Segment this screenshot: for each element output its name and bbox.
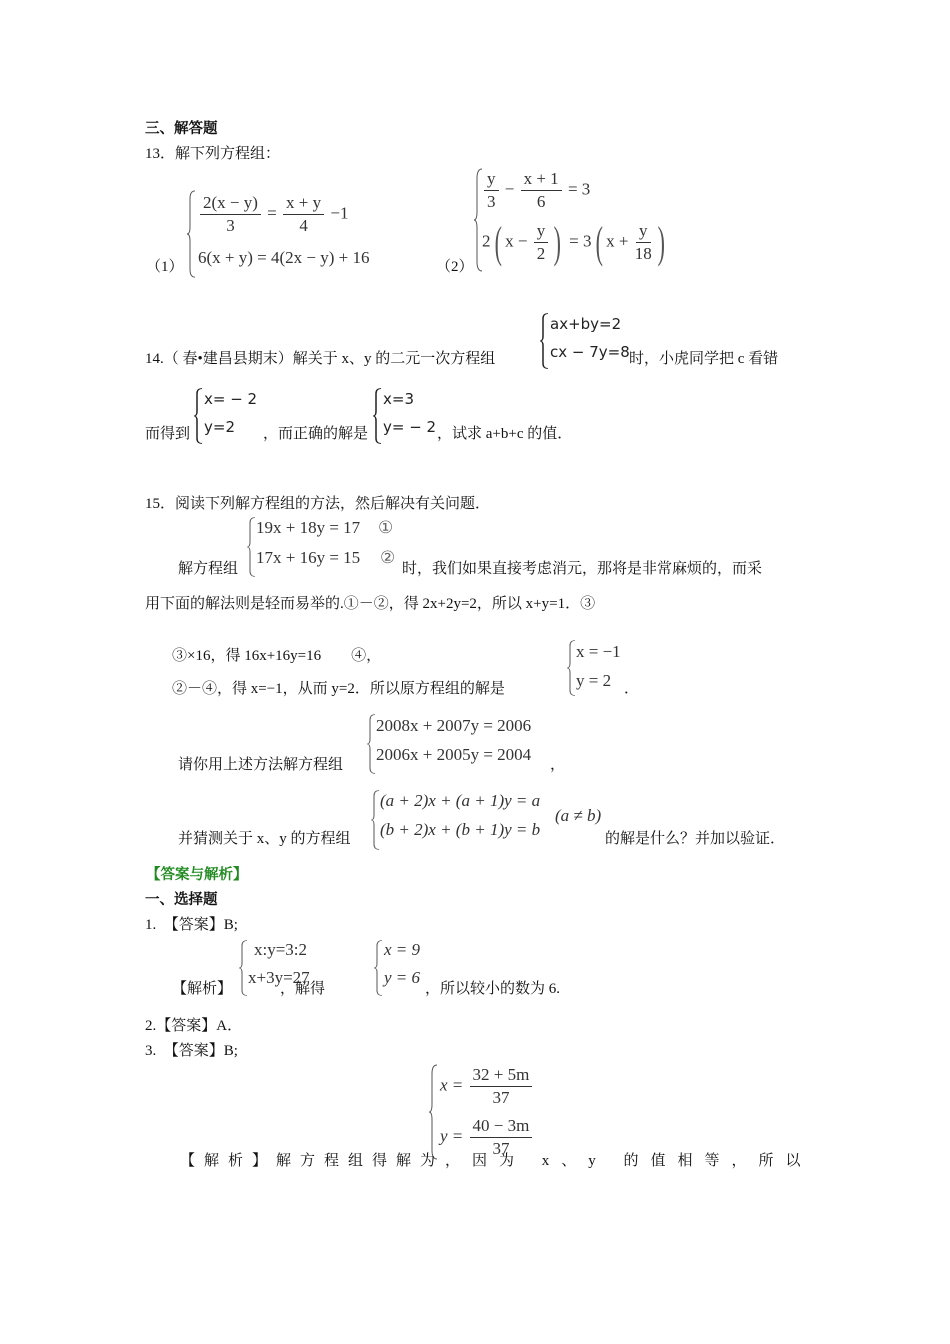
- term: x −: [505, 231, 528, 251]
- q14-line1-pre: 14.（ 春•建昌县期末）解关于 x、y 的二元一次方程组: [145, 351, 496, 367]
- q14-line1-post: 时，小虎同学把 c 看错: [629, 351, 779, 367]
- a3-sol-x: [440, 1064, 534, 1109]
- q15-sys3-line1: (a + 2)x + (a + 1)y = a: [380, 791, 541, 810]
- fraction-denominator: 4: [299, 216, 308, 235]
- fraction-numerator: y: [484, 168, 499, 191]
- q15-p3: ③×16，得 16x+16y=16 ④，: [172, 648, 382, 664]
- brace-icon: [539, 313, 549, 369]
- solution-y: y = 2: [576, 671, 612, 690]
- wrong-solution-x: x= − 2: [204, 390, 258, 408]
- answer-1: 1. 【答案】B;: [145, 917, 238, 933]
- fraction-numerator: x + 1: [521, 168, 562, 191]
- q15-p6: 并猜测关于 x、y 的方程组: [178, 831, 351, 847]
- fraction-denominator: 2: [536, 244, 546, 263]
- q15-p1-b: 时，我们如果直接考虑消元，那将是非常麻烦的，而采: [402, 561, 763, 577]
- brace-icon: [193, 388, 203, 444]
- q15-p4: ②－④，得 x=−1，从而 y=2．所以原方程组的解是: [172, 681, 505, 697]
- q13-eq1-line2: 6(x + y) = 4(2x − y) + 16: [198, 248, 370, 267]
- tail: = 3: [567, 179, 591, 199]
- fraction-numerator: y: [534, 220, 549, 243]
- q15-sys1-line2: 17x + 16y = 15: [256, 548, 361, 567]
- q15-sys3-line2: (b + 2)x + (b + 1)y = b: [380, 820, 541, 839]
- q13-label-1: （1）: [146, 259, 184, 275]
- brace-icon: [238, 940, 248, 996]
- q14-line2-b: ，而正确的解是: [263, 426, 369, 442]
- a1-mid: ，解得: [280, 981, 326, 997]
- answer-1-explanation-label: 【解析】: [172, 981, 233, 997]
- q14-line2-c: ，试求 a+b+c 的值．: [437, 426, 573, 442]
- q14-line2-a: 而得到: [145, 426, 191, 442]
- answer-3: 3. 【答案】B;: [145, 1043, 238, 1059]
- brace-icon: [566, 640, 576, 696]
- q15-sys2-line1: 2008x + 2007y = 2006: [376, 716, 532, 735]
- fraction-numerator: 32 + 5m: [470, 1064, 533, 1087]
- fraction-denominator: 37: [492, 1139, 510, 1158]
- q15-p5-end: ，: [550, 757, 566, 773]
- q14-sys-line2: cx − 7y=8: [550, 343, 630, 361]
- q15-p5: 请你用上述方法解方程组: [178, 757, 344, 773]
- q15-stem: 15．阅读下列解方程组的方法，然后解决有关问题．: [145, 496, 491, 512]
- equals: =: [267, 203, 277, 223]
- q15-sys1-line1: 19x + 18y = 17: [256, 518, 361, 537]
- a1-end: ，所以较小的数为 6.: [425, 981, 561, 997]
- a1-sol-x: x = 9: [384, 940, 421, 959]
- tail: −1: [330, 203, 349, 223]
- minus: −: [504, 179, 515, 199]
- fraction-numerator: 2(x − y): [200, 192, 261, 215]
- brace-icon: [373, 940, 383, 996]
- a3-explanation: 【解析】解方程组得解为: [180, 1153, 445, 1169]
- a1-sys-line1: x:y=3:2: [254, 940, 308, 959]
- fraction-denominator: 3: [487, 192, 496, 211]
- q13-eq2-line1: [482, 168, 590, 213]
- fraction-denominator: 3: [226, 216, 235, 235]
- answer-2: 2.【答案】A．: [145, 1018, 243, 1034]
- fraction-denominator: 18: [634, 244, 652, 263]
- solution-x: x = −1: [576, 642, 621, 661]
- fraction-numerator: y: [636, 220, 651, 243]
- right-solution-x: x=3: [383, 390, 414, 408]
- q13-eq2-line2: 2( x − $\frac{y}{2}$ ) = 3( x + $\frac{y}{18}$ ): [482, 217, 665, 267]
- equals: = 3: [569, 231, 592, 251]
- q13-eq1-line1: [198, 192, 348, 237]
- q15-sys2-line2: 2006x + 2005y = 2004: [376, 745, 532, 764]
- brace-icon: [428, 1064, 438, 1160]
- fraction-denominator: 37: [492, 1088, 510, 1107]
- q13-label-2: （2）: [436, 259, 474, 275]
- brace-icon: [372, 388, 382, 444]
- fraction-numerator: x + y: [283, 192, 324, 215]
- term: x +: [606, 231, 629, 251]
- fraction-denominator: 6: [536, 192, 546, 211]
- a3-end: ，因为 x、y 的值相等，所以: [445, 1153, 813, 1169]
- brace-icon: [246, 517, 256, 577]
- q15-p1-a: 解方程组: [178, 561, 239, 577]
- section-heading-choice: 一、选择题: [145, 892, 218, 908]
- q15-p4-end: ．: [624, 681, 640, 697]
- lhs: x =: [440, 1075, 464, 1095]
- fraction-numerator: 40 − 3m: [470, 1115, 533, 1138]
- brace-icon: [366, 714, 376, 774]
- q15-p2: 用下面的解法则是轻而易举的.①－②，得 2x+2y=2，所以 x+y=1．③: [145, 596, 596, 612]
- section-heading: 三、解答题: [145, 121, 218, 137]
- circled-mark-1: ①: [378, 518, 394, 537]
- brace-icon: [370, 790, 380, 850]
- circled-mark-2: ②: [380, 548, 396, 567]
- a1-sys-line2: x+3y=27: [248, 968, 310, 987]
- a1-sol-y: y = 6: [384, 968, 421, 987]
- brace-icon: [186, 190, 196, 278]
- q14-sys-line1: ax+by=2: [550, 315, 622, 333]
- question-13-stem: 13．解下列方程组：: [145, 146, 281, 162]
- lhs: y =: [440, 1126, 464, 1146]
- coef: 2: [482, 231, 491, 251]
- wrong-solution-y: y=2: [204, 418, 235, 436]
- right-solution-y: y= − 2: [383, 418, 437, 436]
- answers-header: 【答案与解析】: [146, 867, 248, 883]
- condition: (a ≠ b): [555, 806, 602, 825]
- q15-p6-end: 的解是什么？并加以验证．: [605, 831, 786, 847]
